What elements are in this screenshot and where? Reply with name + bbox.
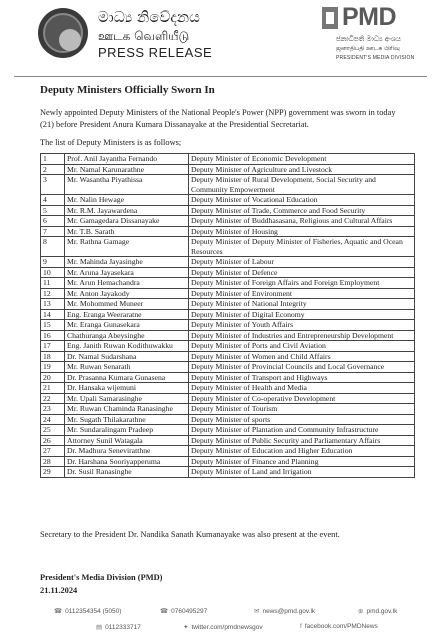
table-row bbox=[41, 237, 415, 257]
row-number: 6 bbox=[41, 216, 65, 227]
facebook-icon: f bbox=[300, 623, 302, 630]
table-row bbox=[41, 278, 415, 289]
minister-name: Dr. Hansaka wijemuni bbox=[65, 383, 189, 394]
table-row bbox=[41, 362, 415, 373]
minister-portfolio: Deputy Minister of Housing bbox=[189, 226, 415, 237]
minister-portfolio: Deputy Minister of Economic Development bbox=[189, 154, 415, 165]
ministers-table bbox=[40, 153, 415, 478]
minister-name: Mr. Rathna Gamage bbox=[65, 237, 189, 257]
row-number: 22 bbox=[41, 393, 65, 404]
state-emblem-icon bbox=[38, 8, 88, 58]
list-lead-text: The list of Deputy Ministers is as follows; bbox=[40, 138, 182, 147]
table-row bbox=[41, 404, 415, 415]
minister-portfolio: Deputy Minister of Provincial Councils and Local Governance bbox=[189, 362, 415, 373]
row-number: 17 bbox=[41, 341, 65, 352]
press-release-tamil: ஊடக வெளியீடு bbox=[98, 29, 190, 43]
intro-paragraph: Newly appointed Deputy Ministers of the National People's Power (NPP) government was sworn in today (21) before President Anura Kumara Dissanayake at the Presidential Secretariat. bbox=[40, 108, 396, 129]
minister-portfolio: Deputy Minister of Land and Irrigation bbox=[189, 467, 415, 478]
table-row bbox=[41, 267, 415, 278]
row-number: 7 bbox=[41, 226, 65, 237]
minister-name: Dr. Madhura Seneviratthne bbox=[65, 446, 189, 457]
minister-name: Mr. Anton Jayakody bbox=[65, 288, 189, 299]
row-number: 19 bbox=[41, 362, 65, 373]
minister-name: Mr. Ruwan Chaminda Ranasinghe bbox=[65, 404, 189, 415]
minister-portfolio: Deputy Minister of Finance and Planning bbox=[189, 456, 415, 467]
table-row bbox=[41, 425, 415, 436]
row-number: 8 bbox=[41, 237, 65, 257]
table-row bbox=[41, 154, 415, 165]
table-row bbox=[41, 288, 415, 299]
row-number: 29 bbox=[41, 467, 65, 478]
press-release-sinhala: මාධ්‍ය නිවේදනය bbox=[98, 8, 200, 26]
minister-name: Mr. Arun Hemachandra bbox=[65, 278, 189, 289]
fax-icon: ▤ bbox=[96, 624, 103, 631]
minister-name: Mr. R.M. Jayawardena bbox=[65, 205, 189, 216]
row-number: 24 bbox=[41, 414, 65, 425]
minister-portfolio: Deputy Minister of Tourism bbox=[189, 404, 415, 415]
row-number: 15 bbox=[41, 320, 65, 331]
minister-portfolio: Deputy Minister of Education and Higher Education bbox=[189, 446, 415, 457]
footer-phone2 bbox=[160, 607, 207, 615]
division-name-tamil: ஜனாதிபதி ஊடக பிரிவு bbox=[336, 45, 400, 52]
table-row bbox=[41, 226, 415, 237]
minister-name: Mr. Mohommed Muneer bbox=[65, 299, 189, 310]
page-title: Deputy Ministers Officially Sworn In bbox=[40, 84, 215, 96]
row-number: 18 bbox=[41, 351, 65, 362]
minister-name: Chathuranga Abeysinghe bbox=[65, 330, 189, 341]
pmd-logo-text: PMD bbox=[342, 3, 397, 31]
minister-portfolio: Deputy Minister of Women and Child Affairs bbox=[189, 351, 415, 362]
minister-portfolio: Deputy Minister of Environment bbox=[189, 288, 415, 299]
table-row bbox=[41, 216, 415, 227]
minister-name: Eng. Janith Ruwan Kodithuwakku bbox=[65, 341, 189, 352]
table-row bbox=[41, 446, 415, 457]
row-number: 1 bbox=[41, 154, 65, 165]
minister-portfolio: Deputy Minister of Buddhasasana, Religious and Cultural Affairs bbox=[189, 216, 415, 227]
table-row bbox=[41, 320, 415, 331]
table-row bbox=[41, 330, 415, 341]
minister-portfolio: Deputy Minister of sports bbox=[189, 414, 415, 425]
row-number: 9 bbox=[41, 257, 65, 268]
minister-portfolio: Deputy Minister of Foreign Affairs and Foreign Employment bbox=[189, 278, 415, 289]
table-row bbox=[41, 164, 415, 175]
minister-portfolio: Deputy Minister of Plantation and Community Infrastructure bbox=[189, 425, 415, 436]
table-row bbox=[41, 341, 415, 352]
row-number: 5 bbox=[41, 205, 65, 216]
minister-name: Dr. Prasanna Kumara Gunasena bbox=[65, 372, 189, 383]
press-release-english: PRESS RELEASE bbox=[98, 45, 213, 60]
table-row bbox=[41, 414, 415, 425]
minister-name: Prof. Anil Jayantha Fernando bbox=[65, 154, 189, 165]
minister-portfolio: Deputy Minister of Transport and Highways bbox=[189, 372, 415, 383]
minister-name: Mr. Wasantha Piyathissa bbox=[65, 175, 189, 195]
row-number: 27 bbox=[41, 446, 65, 457]
row-number: 23 bbox=[41, 404, 65, 415]
minister-portfolio: Deputy Minister of Youth Affairs bbox=[189, 320, 415, 331]
row-number: 16 bbox=[41, 330, 65, 341]
row-number: 2 bbox=[41, 164, 65, 175]
table-row bbox=[41, 351, 415, 362]
table-row bbox=[41, 372, 415, 383]
minister-name: Mr. Gamagedara Dissanayake bbox=[65, 216, 189, 227]
division-name-english: PRESIDENT'S MEDIA DIVISION bbox=[336, 55, 415, 61]
minister-portfolio: Deputy Minister of Rural Development, Social Security and Community Empowerment bbox=[189, 175, 415, 195]
minister-portfolio: Deputy Minister of Vocational Education bbox=[189, 195, 415, 206]
phone-icon: ☎ bbox=[54, 608, 63, 615]
secretary-note: Secretary to the President Dr. Nandika Sanath Kumanayake was also present at the event. bbox=[40, 530, 340, 539]
footer-web-text[interactable]: pmd.gov.lk bbox=[366, 608, 398, 615]
table-row bbox=[41, 195, 415, 206]
minister-name: Mr. Sugath Thilakarathne bbox=[65, 414, 189, 425]
minister-name: Mr. Ruwan Senarath bbox=[65, 362, 189, 373]
minister-name: Dr. Harshana Sooriyapperuma bbox=[65, 456, 189, 467]
twitter-icon: ✦ bbox=[183, 624, 189, 631]
minister-name: Dr. Namal Sudarshana bbox=[65, 351, 189, 362]
footer-phone1 bbox=[54, 607, 121, 615]
minister-name: Mr. Nalin Hewage bbox=[65, 195, 189, 206]
header-divider bbox=[14, 76, 427, 77]
footer-fax-text: 0112333717 bbox=[105, 624, 141, 631]
globe-icon: ⊕ bbox=[358, 608, 364, 615]
row-number: 3 bbox=[41, 175, 65, 195]
row-number: 25 bbox=[41, 425, 65, 436]
minister-portfolio: Deputy Minister of Industries and Entrepreneurship Development bbox=[189, 330, 415, 341]
email-icon: ✉ bbox=[254, 608, 260, 615]
minister-name: Eng. Eranga Weeraratne bbox=[65, 309, 189, 320]
row-number: 20 bbox=[41, 372, 65, 383]
footer-web[interactable] bbox=[358, 607, 397, 615]
footer-twitter-text[interactable]: twitter.com/pmdnewsgov bbox=[191, 624, 263, 631]
row-number: 11 bbox=[41, 278, 65, 289]
row-number: 21 bbox=[41, 383, 65, 394]
footer-phone2-text: 0760495297 bbox=[171, 608, 208, 615]
phone-icon: ☎ bbox=[160, 608, 169, 615]
pmd-logo bbox=[322, 5, 434, 31]
minister-portfolio: Deputy Minister of National Integrity bbox=[189, 299, 415, 310]
footer-phone1-text: 0112354354 (5050) bbox=[65, 608, 122, 615]
footer-twitter[interactable] bbox=[183, 623, 263, 631]
minister-portfolio: Deputy Minister of Ports and Civil Aviation bbox=[189, 341, 415, 352]
minister-name: Mr. Eranga Gunasekara bbox=[65, 320, 189, 331]
row-number: 12 bbox=[41, 288, 65, 299]
table-row bbox=[41, 393, 415, 404]
row-number: 28 bbox=[41, 456, 65, 467]
minister-portfolio: Deputy Minister of Digital Economy bbox=[189, 309, 415, 320]
row-number: 10 bbox=[41, 267, 65, 278]
table-row bbox=[41, 383, 415, 394]
footer-facebook[interactable] bbox=[300, 623, 378, 630]
division-name-sinhala: ජනාධිපති මාධ්‍ය අංශය bbox=[336, 35, 401, 43]
table-row bbox=[41, 205, 415, 216]
minister-portfolio: Deputy Minister of Health and Media bbox=[189, 383, 415, 394]
minister-name: Mr. Mahinda Jayasinghe bbox=[65, 257, 189, 268]
signature-division: President's Media Division (PMD) bbox=[40, 573, 163, 582]
minister-name: Mr. Upali Samarasinghe bbox=[65, 393, 189, 404]
row-number: 26 bbox=[41, 435, 65, 446]
table-row bbox=[41, 299, 415, 310]
minister-portfolio: Deputy Minister of Labour bbox=[189, 257, 415, 268]
minister-portfolio: Deputy Minister of Defence bbox=[189, 267, 415, 278]
minister-name: Mr. Sundaralingam Pradeep bbox=[65, 425, 189, 436]
table-row bbox=[41, 456, 415, 467]
table-row bbox=[41, 467, 415, 478]
row-number: 14 bbox=[41, 309, 65, 320]
signature-date: 21.11.2024 bbox=[40, 586, 78, 595]
row-number: 13 bbox=[41, 299, 65, 310]
footer-facebook-text[interactable]: facebook.com/PMDNews bbox=[304, 623, 378, 630]
minister-portfolio: Deputy Minister of Agriculture and Livestock bbox=[189, 164, 415, 175]
minister-portfolio: Deputy Minister of Public Security and Parliamentary Affairs bbox=[189, 435, 415, 446]
row-number: 4 bbox=[41, 195, 65, 206]
letterhead bbox=[0, 0, 441, 75]
table-row bbox=[41, 435, 415, 446]
minister-name: Mr. T.B. Sarath bbox=[65, 226, 189, 237]
minister-name: Mr. Namal Karunarathne bbox=[65, 164, 189, 175]
pmd-logo-icon bbox=[322, 7, 338, 29]
minister-portfolio: Deputy Minister of Deputy Minister of Fisheries, Aquatic and Ocean Resources bbox=[189, 237, 415, 257]
minister-portfolio: Deputy Minister of Trade, Commerce and Food Security bbox=[189, 205, 415, 216]
table-row bbox=[41, 309, 415, 320]
minister-name: Dr. Susil Ranasinghe bbox=[65, 467, 189, 478]
footer-email-text[interactable]: news@pmd.gov.lk bbox=[262, 608, 316, 615]
footer bbox=[0, 605, 441, 640]
minister-name: Mr. Aruna Jayasekara bbox=[65, 267, 189, 278]
table-row bbox=[41, 175, 415, 195]
table-row bbox=[41, 257, 415, 268]
footer-fax bbox=[96, 623, 141, 631]
minister-name: Attorney Sunil Watagala bbox=[65, 435, 189, 446]
footer-email[interactable] bbox=[254, 607, 315, 615]
minister-portfolio: Deputy Minister of Co-operative Development bbox=[189, 393, 415, 404]
